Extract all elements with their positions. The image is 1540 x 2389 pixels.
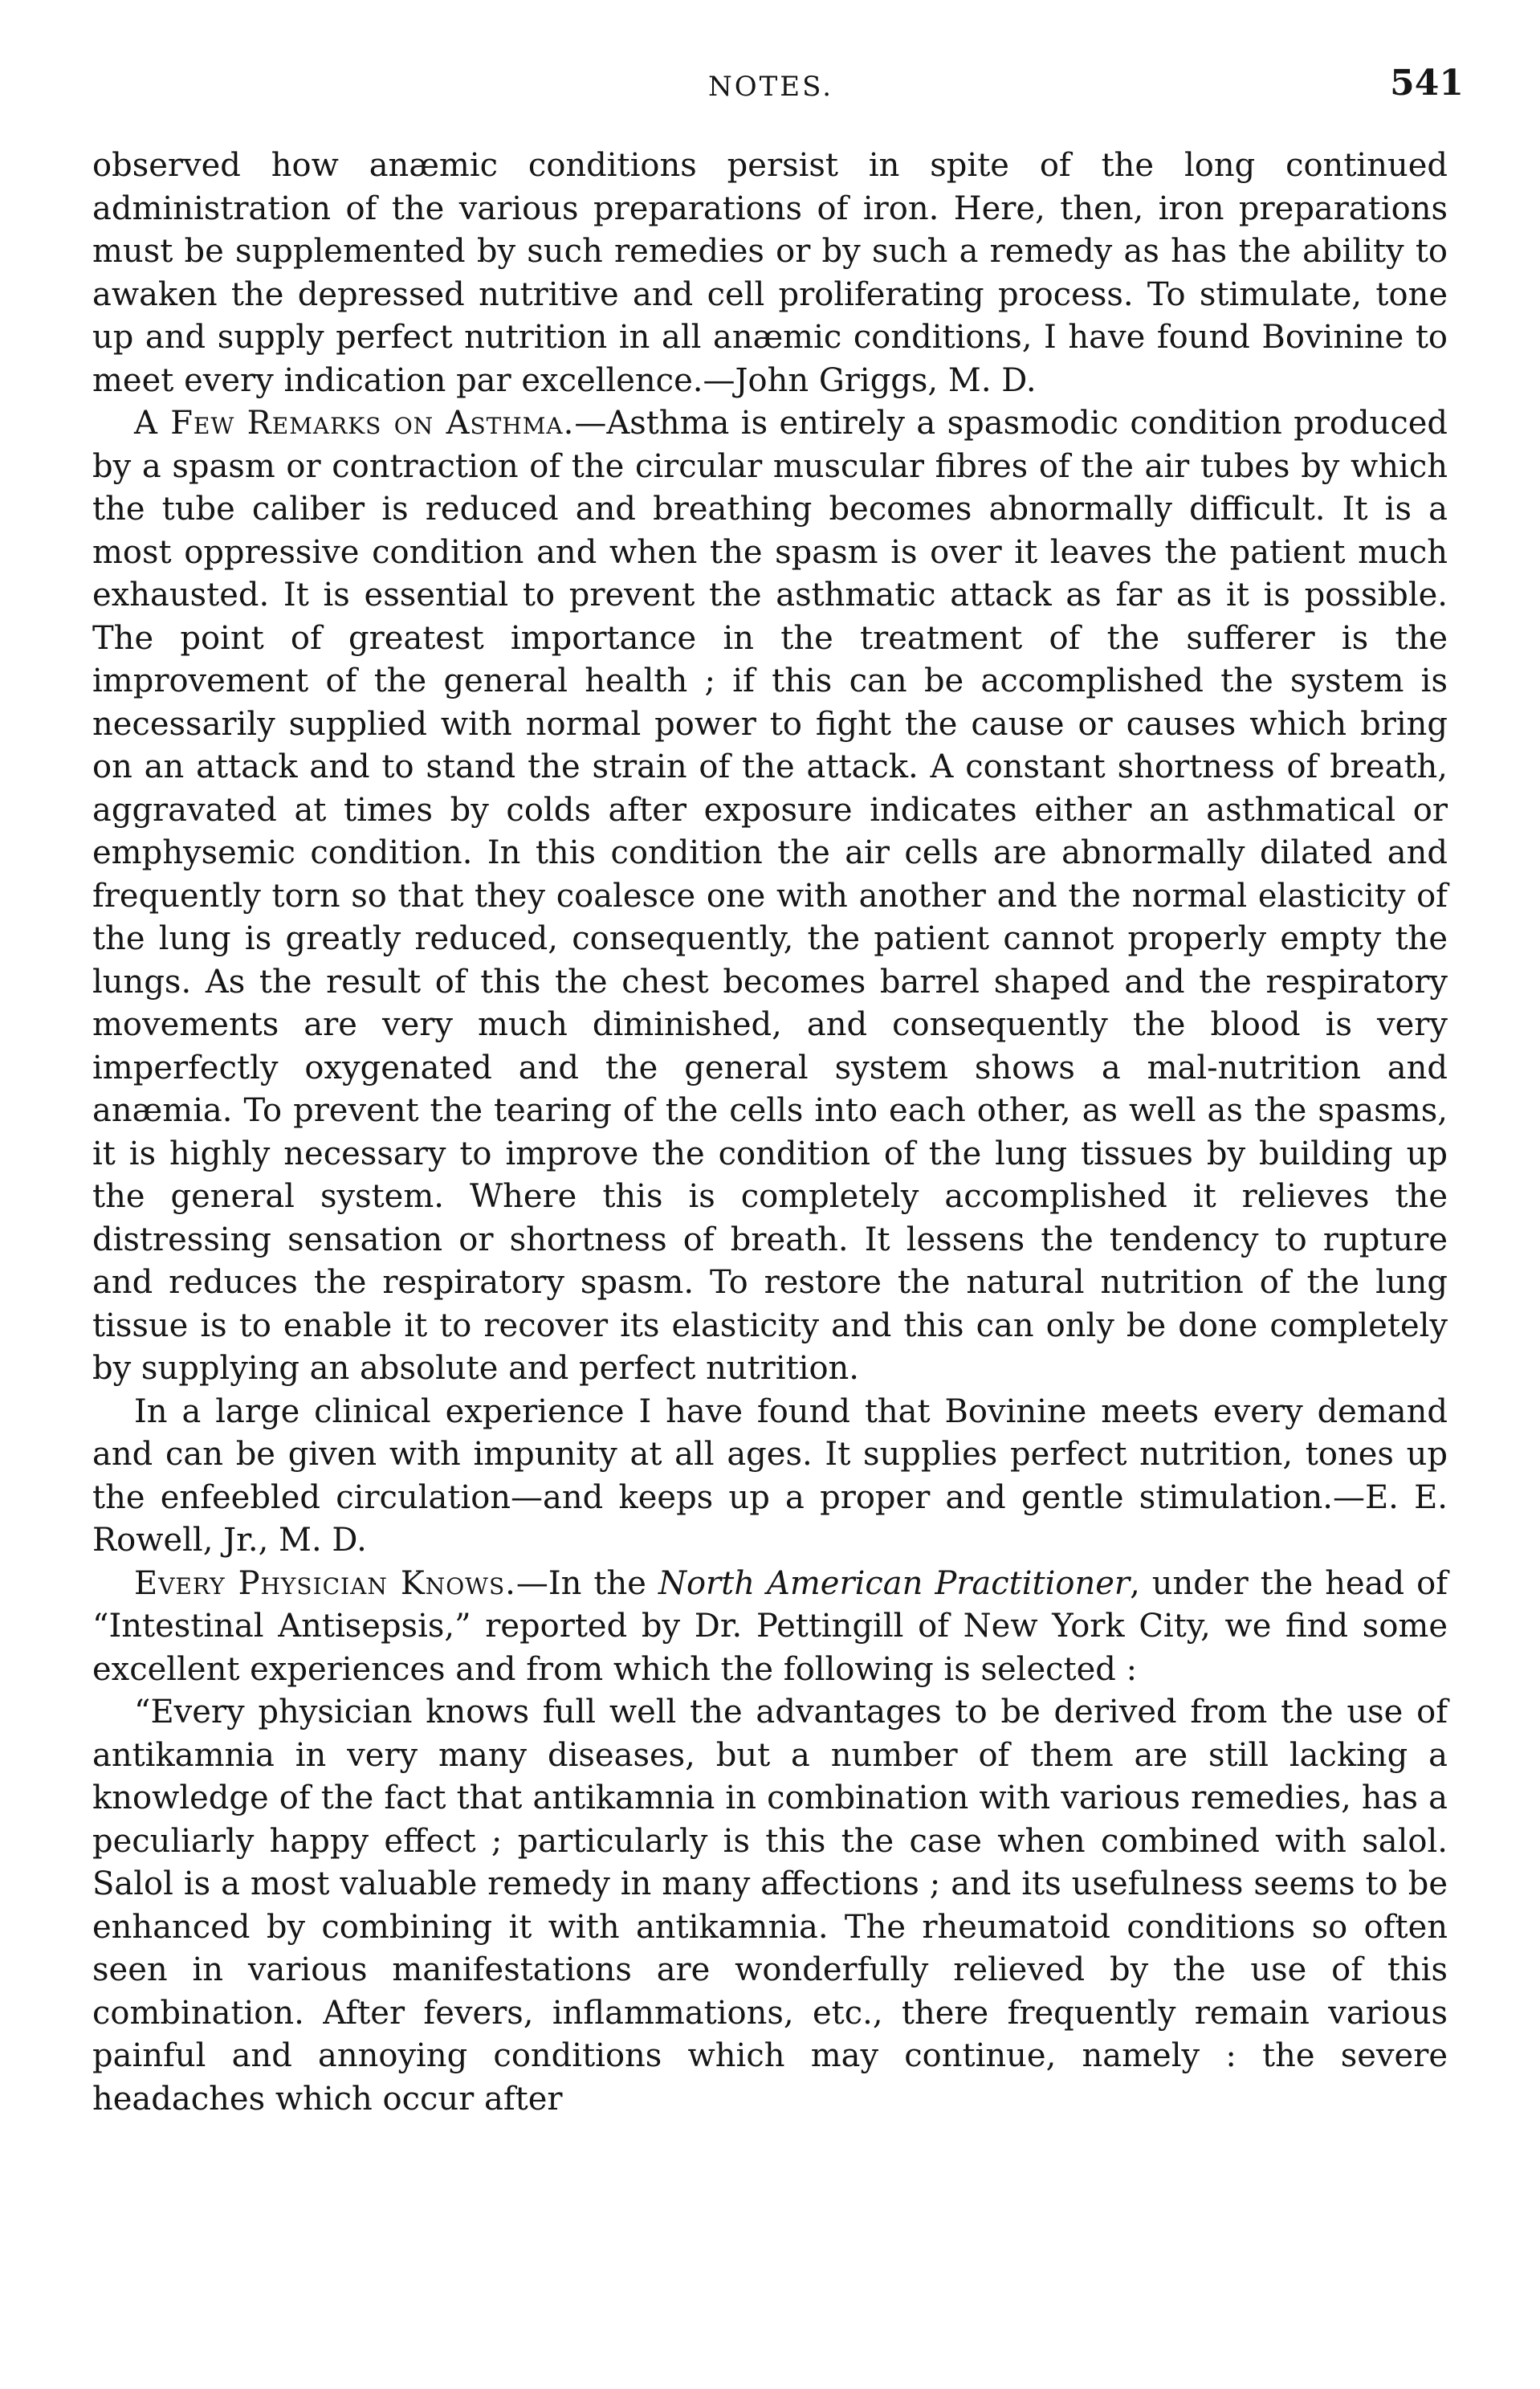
paragraph-text: “Every physician knows full well the advantages to be derived from the use of antikamnia in very many diseases, but a number of them are still lacking a knowledge of the fact that antikamnia in combination with various remedies, has a peculiarly happy effect ; particularly is this the case when combined with salol. Salol is a most valuable remedy in many affections ; and its usefulness seems to be enhanced by combining it with antikamnia. The rheumatoid conditions so often seen in various manifestations are wonderfully relieved by the use of this combination. After fevers, inflammations, etc., there frequently remain various painful and annoying conditions which may continue, namely : the severe headaches which occur after — [92, 1694, 1448, 2118]
paragraph-text: observed how anæmic conditions persist in spite of the long continued administration of the various preparations of iron. Here, then, iron preparations must be supplemented by such remedies or by such a remedy as has the ability to awaken the depressed nutritive and cell proliferating process. To stimulate, tone up and supply perfect nutrition in all anæmic conditions, I have found Bovinine to meet every indication par excellence.—John Griggs, M. D. — [92, 147, 1448, 399]
article-text — [92, 145, 1448, 2121]
paragraph-quotation — [92, 1691, 1448, 2121]
section-heading-every-physician: Every Physician Knows. — [134, 1564, 516, 1602]
paragraph-clinical-experience — [92, 1391, 1448, 1563]
paragraph-asthma — [92, 402, 1448, 1391]
paragraph-text: In a large clinical experience I have found that Bovinine meets every demand and can be given with impunity at all ages. It supplies perfect nutrition, tones up the enfeebled circulation—and keeps up a proper and gentle stimulation.—E. E. Rowell, Jr., M. D. — [92, 1392, 1448, 1559]
running-header — [0, 56, 1540, 112]
journal-title: North American Practitioner — [658, 1564, 1131, 1602]
paragraph-every-physician — [92, 1563, 1448, 1692]
paragraph-anaemia-continued — [92, 145, 1448, 402]
running-title: NOTES. — [707, 71, 834, 103]
paragraph-text: —In the — [515, 1564, 658, 1602]
paragraph-text: —Asthma is entirely a spasmodic condition produced by a spasm or contraction of the circular muscular fibres of the air tubes by which the tube caliber is reduced and breathing becomes abnormally difficult. It is a most oppressive condition and when the spasm is over it leaves the patient much exhausted. It is essential to prevent the asthmatic attack as far as it is possible. The point of greatest importance in the treatment of the sufferer is the improvement of the general health ; if this can be accomplished the system is necessarily supplied with normal power to fight the cause or causes which bring on an attack and to stand the strain of the attack. A constant shortness of breath, aggravated at times by colds after exposure indicates either an asthmatical or emphysemic condition. In this condition the air cells are abnormally dilated and frequently torn so that they coalesce one with another and the normal elasticity of the lung is greatly reduced, consequently, the patient cannot properly empty the lungs. As the result of this the chest becomes barrel shaped and the respiratory movements are very much diminished, and consequently the blood is very imperfectly oxygenated and the general system shows a mal-nutrition and anæmia. To prevent the tearing of the cells into each other, as well as the spasms, it is highly necessary to improve the condition of the lung tissues by building up the general system. Where this is completely accomplished it relieves the distressing sensation or shortness of breath. It lessens the tendency to rupture and reduces the respiratory spasm. To restore the natural nutrition of the lung tissue is to enable it to recover its elasticity and this can only be done completely by supplying an absolute and perfect nutrition. — [92, 405, 1448, 1387]
paragraph-text: , under the head of “Intestinal Antisepsis,” reported by Dr. Pettingill of New York City, we find some excellent experiences and from which the following is selected : — [92, 1564, 1448, 1688]
page-number: 541 — [1390, 63, 1464, 104]
section-heading-asthma: A Few Remarks on Asthma. — [134, 405, 575, 442]
